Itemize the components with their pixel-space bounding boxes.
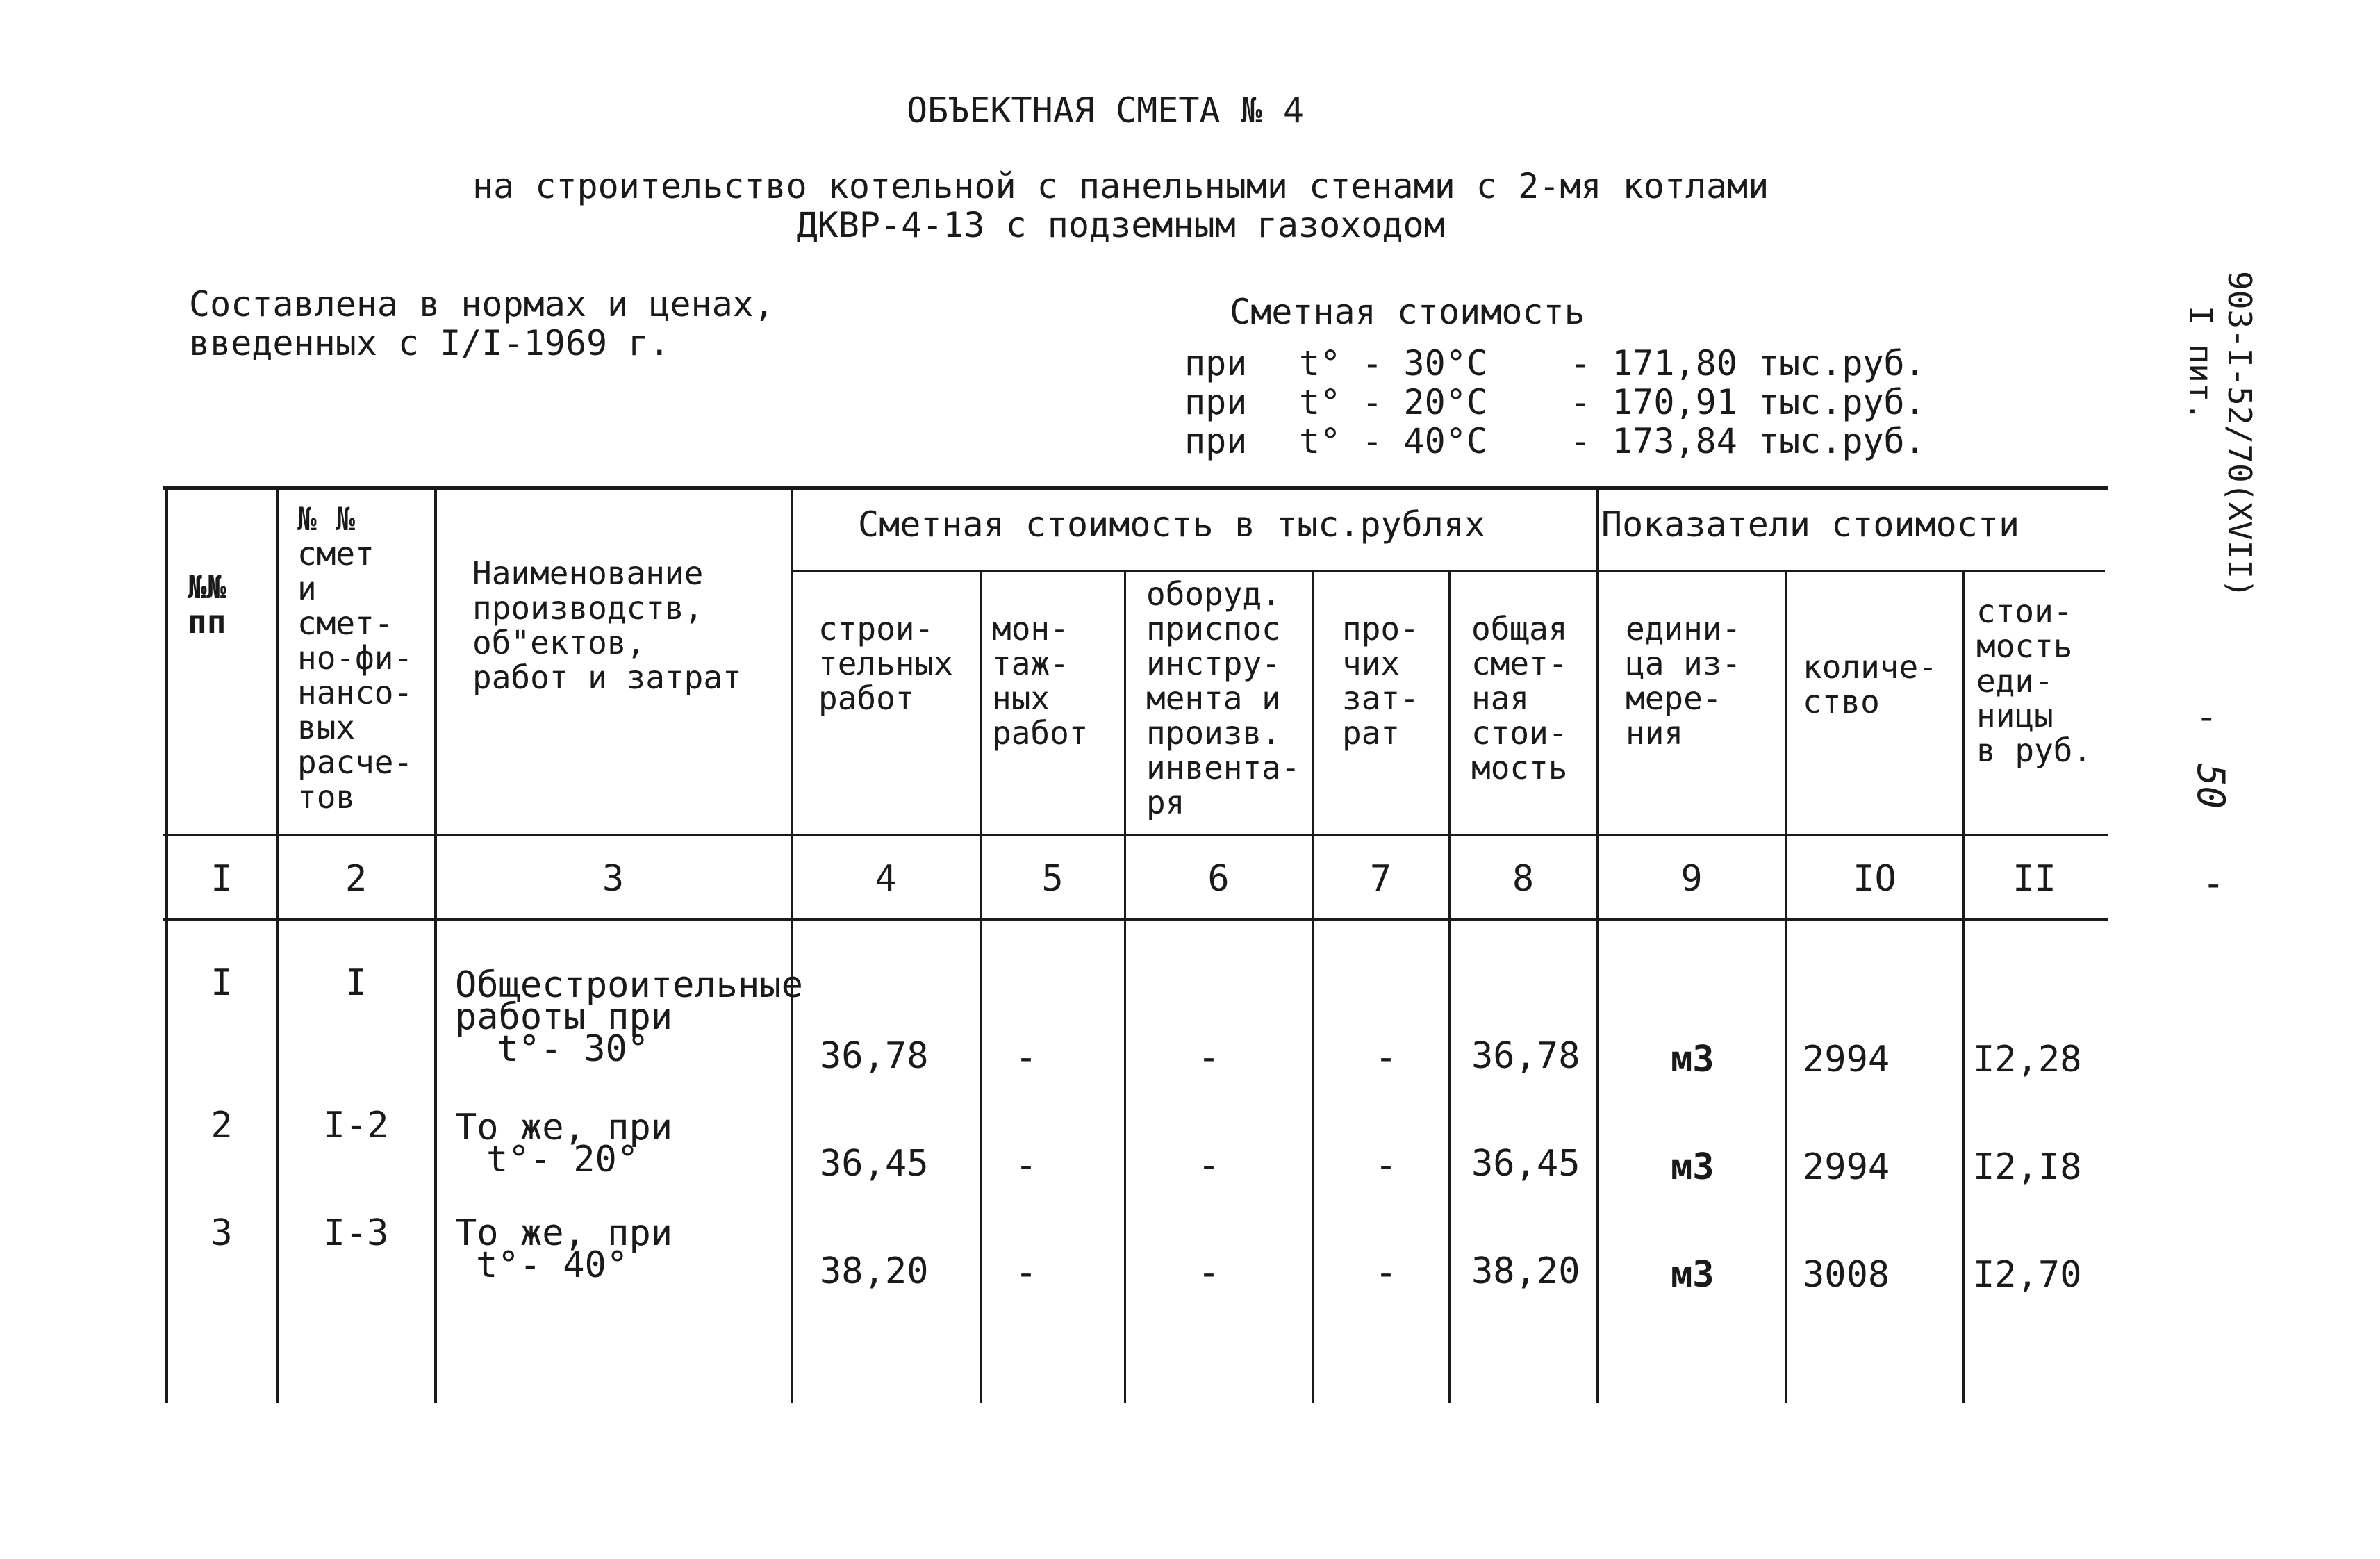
subtitle-line-2: ДКВР-4-13 с подземным газоходом <box>796 205 1445 245</box>
compiled-line-1: Составлена в нормах и ценах, <box>189 284 775 324</box>
row-other-cost: - <box>1374 1251 1398 1294</box>
row-estimate-ref: I-3 <box>323 1212 389 1254</box>
table-top-border <box>163 486 2108 490</box>
col-number: 5 <box>1041 858 1064 900</box>
side-document-code <box>2181 271 2259 598</box>
row-name-line: работы при <box>455 996 673 1038</box>
row-installation-cost: - <box>1014 1035 1038 1079</box>
estimate-value: - 171,80 тыс.руб. <box>1570 343 1926 383</box>
row-estimate-ref: I-2 <box>323 1105 389 1146</box>
estimate-condition: t° - 40°C <box>1299 421 1487 461</box>
col-header-9: едини- ца из- мере- ния <box>1626 610 1742 752</box>
estimate-row <box>1184 383 1926 422</box>
row-name <box>455 1107 673 1180</box>
col-border-9 <box>1785 570 1787 1403</box>
row-equipment-cost: - <box>1197 1251 1221 1294</box>
side-dash-top: - <box>2195 695 2218 739</box>
col-number: 9 <box>1680 858 1703 900</box>
estimate-row <box>1184 422 1926 461</box>
col-border-3 <box>791 486 793 1403</box>
row-number: 2 <box>210 1105 233 1146</box>
group-header-indicators: Показатели стоимости <box>1601 504 2020 545</box>
estimate-pre: при <box>1184 421 1248 461</box>
subtitle-line-1: на строительство котельной с панельными стенами с 2-мя котлами <box>472 166 1769 206</box>
col-header-11: стои- мость еди- ницы в руб. <box>1976 593 2092 769</box>
estimate-values <box>1184 344 1926 461</box>
estimate-condition: t° - 30°C <box>1299 343 1487 383</box>
estimate-value: - 170,91 тыс.руб. <box>1570 382 1926 422</box>
col-header-1: №№ пп <box>188 568 226 641</box>
col-number: 7 <box>1369 858 1392 900</box>
col-header-4: строи- тельных работ <box>818 610 953 717</box>
col-header-8: общая смет- ная стои- мость <box>1471 610 1568 786</box>
row-name-line: t°- 30° <box>497 1028 650 1070</box>
row-number: 3 <box>210 1212 233 1254</box>
row-quantity: 2994 <box>1803 1146 1890 1188</box>
estimate-pre: при <box>1184 343 1248 383</box>
row-total-cost: 38,20 <box>1471 1251 1580 1292</box>
col-border-7 <box>1448 570 1451 1403</box>
col-header-6: оборуд. приспос инстру- мента и произв. инвента- ря <box>1146 575 1300 821</box>
row-construction-cost: 36,78 <box>820 1035 929 1077</box>
row-unit-cost: I2,I8 <box>1973 1146 2082 1188</box>
col-header-7: про- чих зат- рат <box>1342 610 1419 752</box>
row-unit-cost: I2,28 <box>1973 1039 2082 1080</box>
row-installation-cost: - <box>1014 1143 1038 1187</box>
compiled-note <box>189 285 775 363</box>
row-name-line: t°- 20° <box>486 1139 639 1180</box>
row-name <box>455 1212 673 1286</box>
col-number: 8 <box>1512 858 1535 900</box>
row-unit-cost: I2,70 <box>1973 1254 2082 1296</box>
document-subtitle <box>472 167 1769 245</box>
group-header-cost: Сметная стоимость в тыс.рублях <box>858 504 1486 545</box>
row-quantity: 3008 <box>1803 1254 1890 1296</box>
col-border-8 <box>1596 486 1599 1403</box>
row-name-line: Общестроительные <box>455 964 803 1006</box>
row-unit: м3 <box>1671 1039 1714 1080</box>
row-equipment-cost: - <box>1197 1035 1221 1079</box>
estimate-condition: t° - 20°C <box>1299 382 1487 422</box>
row-construction-cost: 38,20 <box>820 1251 929 1292</box>
col-number: 2 <box>345 858 367 900</box>
row-name-line: t°- 40° <box>476 1244 629 1286</box>
col-number: 4 <box>875 858 897 900</box>
col-number: IO <box>1853 858 1896 900</box>
row-estimate-ref: I <box>345 962 367 1004</box>
document-title: ОБЪЕКТНАЯ СМЕТА № 4 <box>907 90 1304 131</box>
page-number: 50 <box>2189 763 2233 809</box>
row-name-line: То же, при <box>455 1212 673 1254</box>
col-number: 6 <box>1207 858 1230 900</box>
row-quantity: 2994 <box>1803 1039 1890 1080</box>
col-header-10: количе- ство <box>1803 648 1937 720</box>
row-unit: м3 <box>1671 1146 1714 1188</box>
col-number: 3 <box>602 858 625 900</box>
side-code-line-2: I пит. <box>2182 306 2220 422</box>
header-bottom-border <box>163 834 2108 836</box>
compiled-line-2: введенных с I/I-1969 г. <box>189 323 670 363</box>
row-total-cost: 36,45 <box>1471 1143 1580 1185</box>
row-equipment-cost: - <box>1197 1143 1221 1187</box>
row-construction-cost: 36,45 <box>820 1143 929 1185</box>
row-installation-cost: - <box>1014 1251 1038 1294</box>
row-name-line: То же, при <box>455 1107 673 1148</box>
row-number: I <box>210 962 233 1004</box>
col-number: II <box>2013 858 2056 900</box>
row-other-cost: - <box>1374 1035 1398 1079</box>
col-header-5: мон- таж- ных работ <box>992 610 1089 752</box>
column-numbers-bottom-border <box>163 918 2108 921</box>
row-name <box>455 964 803 1070</box>
estimate-title: Сметная стоимость <box>1230 292 1585 332</box>
col-border-6 <box>1312 570 1314 1403</box>
side-code-line-1: 903-I-52/70(XVII) <box>2221 271 2258 598</box>
col-border-5 <box>1124 570 1126 1403</box>
col-border-0 <box>165 486 168 1403</box>
col-header-3: Наименование производств, об"ектов, работ и затрат <box>472 554 742 696</box>
side-dash-bottom: - <box>2202 861 2225 905</box>
col-number: I <box>210 858 233 900</box>
row-other-cost: - <box>1374 1143 1398 1187</box>
col-border-2 <box>434 486 437 1403</box>
estimate-value: - 173,84 тыс.руб. <box>1570 421 1926 461</box>
col-header-2: № № смет и смет- но-фи- нансо- вых расче- тов <box>297 500 413 816</box>
row-unit: м3 <box>1671 1254 1714 1296</box>
col-border-1 <box>276 486 279 1403</box>
estimate-pre: при <box>1184 382 1248 422</box>
estimate-row <box>1184 344 1926 383</box>
col-border-10 <box>1962 570 1965 1403</box>
row-total-cost: 36,78 <box>1471 1035 1580 1077</box>
